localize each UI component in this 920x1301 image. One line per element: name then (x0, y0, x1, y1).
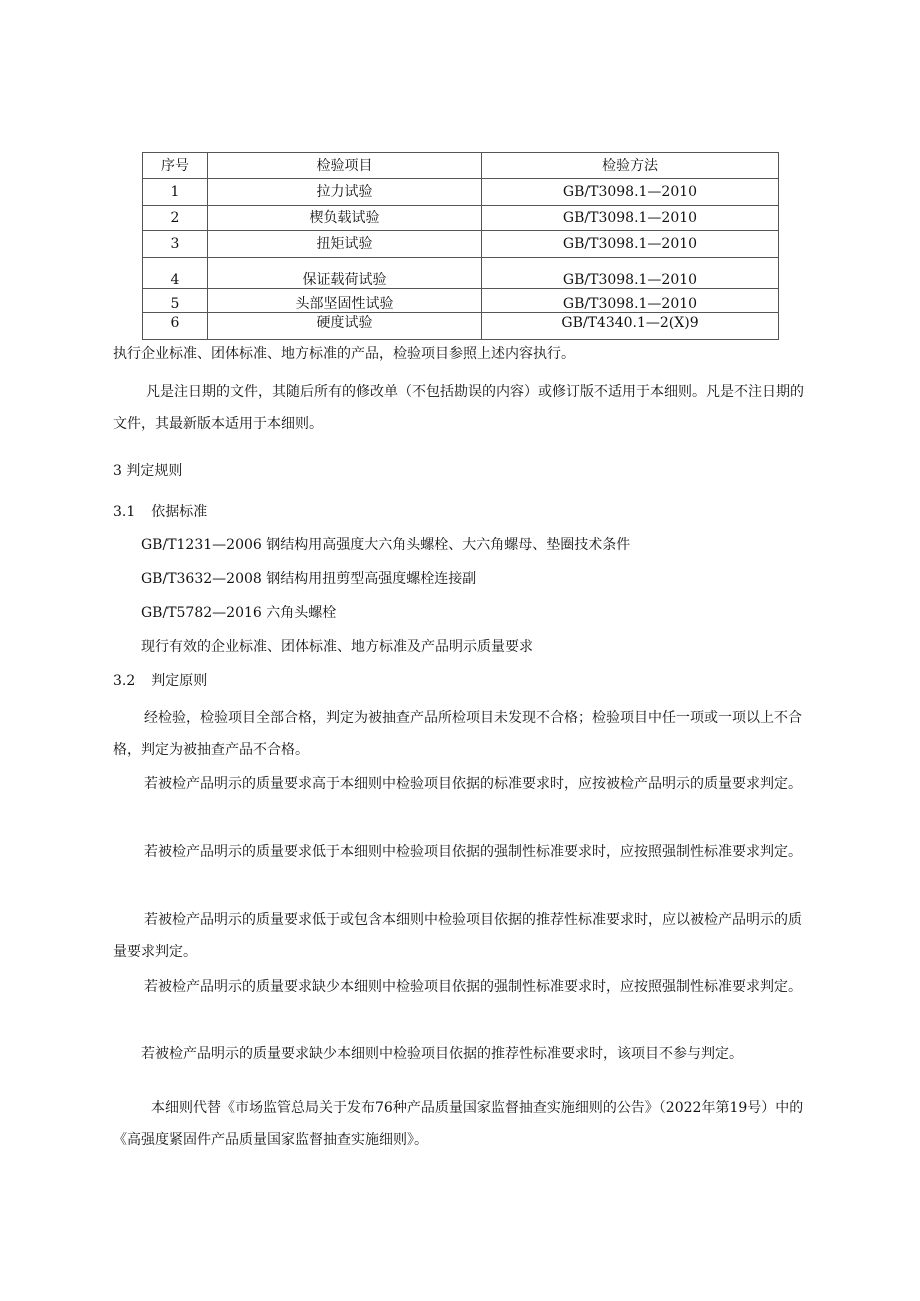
table-row (143, 231, 779, 258)
judgement-paragraph: 若被检产品明示的质量要求低于或包含本细则中检验项目依据的推荐性标准要求时，应以被检产品明示的质量要求判定。 (113, 912, 802, 960)
standard-item: 现行有效的企业标准、团体标准、地方标准及产品明示质量要求 (141, 639, 533, 655)
row-number: 3 (143, 231, 208, 258)
row-item: 头部坚固性试验 (208, 289, 482, 313)
row-method: GB/T3098.1—2010 (482, 206, 779, 231)
section-3-2-heading (113, 672, 207, 690)
dated-documents-note: 凡是注日期的文件，其随后所有的修改单（不包括勘误的内容）或修订版不适用于本细则。凡是不注日期的文件，其最新版本适用于本细则。 (113, 384, 804, 432)
row-number: 2 (143, 206, 208, 231)
row-number: 1 (143, 179, 208, 206)
section-number: 3.1 (113, 504, 136, 520)
judgement-paragraph: 经检验，检验项目全部合格，判定为被抽查产品所检项目未发现不合格；检验项目中任一项或一项以上不合格，判定为被抽查产品不合格。 (113, 710, 802, 758)
header-cell: 序号 (143, 153, 208, 179)
judgement-paragraph: 若被检产品明示的质量要求低于本细则中检验项目依据的强制性标准要求时，应按照强制性标准要求判定。 (144, 844, 802, 860)
table-header-row (143, 153, 779, 179)
inspection-items-table (142, 152, 779, 340)
table-row (143, 289, 779, 313)
replacement-note: 本细则代替《市场监管总局关于发布76种产品质量国家监督抽查实施细则的公告》（2022年第19号）中的《高强度紧固件产品质量国家监督抽查实施细则》。 (113, 1100, 804, 1148)
row-method: GB/T3098.1—2010 (482, 231, 779, 258)
section-title: 判定原则 (151, 673, 208, 689)
row-number: 4 (143, 258, 208, 289)
row-item: 扭矩试验 (208, 231, 482, 258)
section-title: 依据标准 (151, 504, 208, 520)
row-number: 6 (143, 313, 208, 340)
section-number: 3.2 (113, 673, 136, 689)
row-method: GB/T4340.1—2(X)9 (482, 313, 779, 340)
judgement-paragraph: 若被检产品明示的质量要求缺少本细则中检验项目依据的推荐性标准要求时，该项目不参与判定。 (141, 1046, 743, 1062)
table-note: 执行企业标准、团体标准、地方标准的产品，检验项目参照上述内容执行。 (113, 346, 575, 362)
row-method: GB/T3098.1—2010 (482, 179, 779, 206)
standard-item: GB/T3632—2008 钢结构用扭剪型高强度螺栓连接副 (141, 571, 477, 587)
header-cell: 检验项目 (208, 153, 482, 179)
row-method: GB/T3098.1—2010 (482, 258, 779, 289)
judgement-paragraph: 若被检产品明示的质量要求缺少本细则中检验项目依据的强制性标准要求时，应按照强制性标准要求判定。 (144, 979, 802, 995)
row-item: 楔负载试验 (208, 206, 482, 231)
row-item: 拉力试验 (208, 179, 482, 206)
table-row (143, 258, 779, 289)
section-3-title: 3 判定规则 (113, 463, 183, 479)
header-cell: 检验方法 (482, 153, 779, 179)
standard-item: GB/T1231—2006 钢结构用高强度大六角头螺栓、大六角螺母、垫圈技术条件 (141, 537, 631, 553)
table-row (143, 313, 779, 340)
row-item: 保证载荷试验 (208, 258, 482, 289)
judgement-paragraph: 若被检产品明示的质量要求高于本细则中检验项目依据的标准要求时，应按被检产品明示的质量要求判定。 (144, 776, 802, 792)
section-3-1-heading (113, 503, 207, 521)
row-item: 硬度试验 (208, 313, 482, 340)
row-number: 5 (143, 289, 208, 313)
table-row (143, 206, 779, 231)
table-row (143, 179, 779, 206)
standard-item: GB/T5782—2016 六角头螺栓 (141, 605, 337, 621)
row-method: GB/T3098.1—2010 (482, 289, 779, 313)
